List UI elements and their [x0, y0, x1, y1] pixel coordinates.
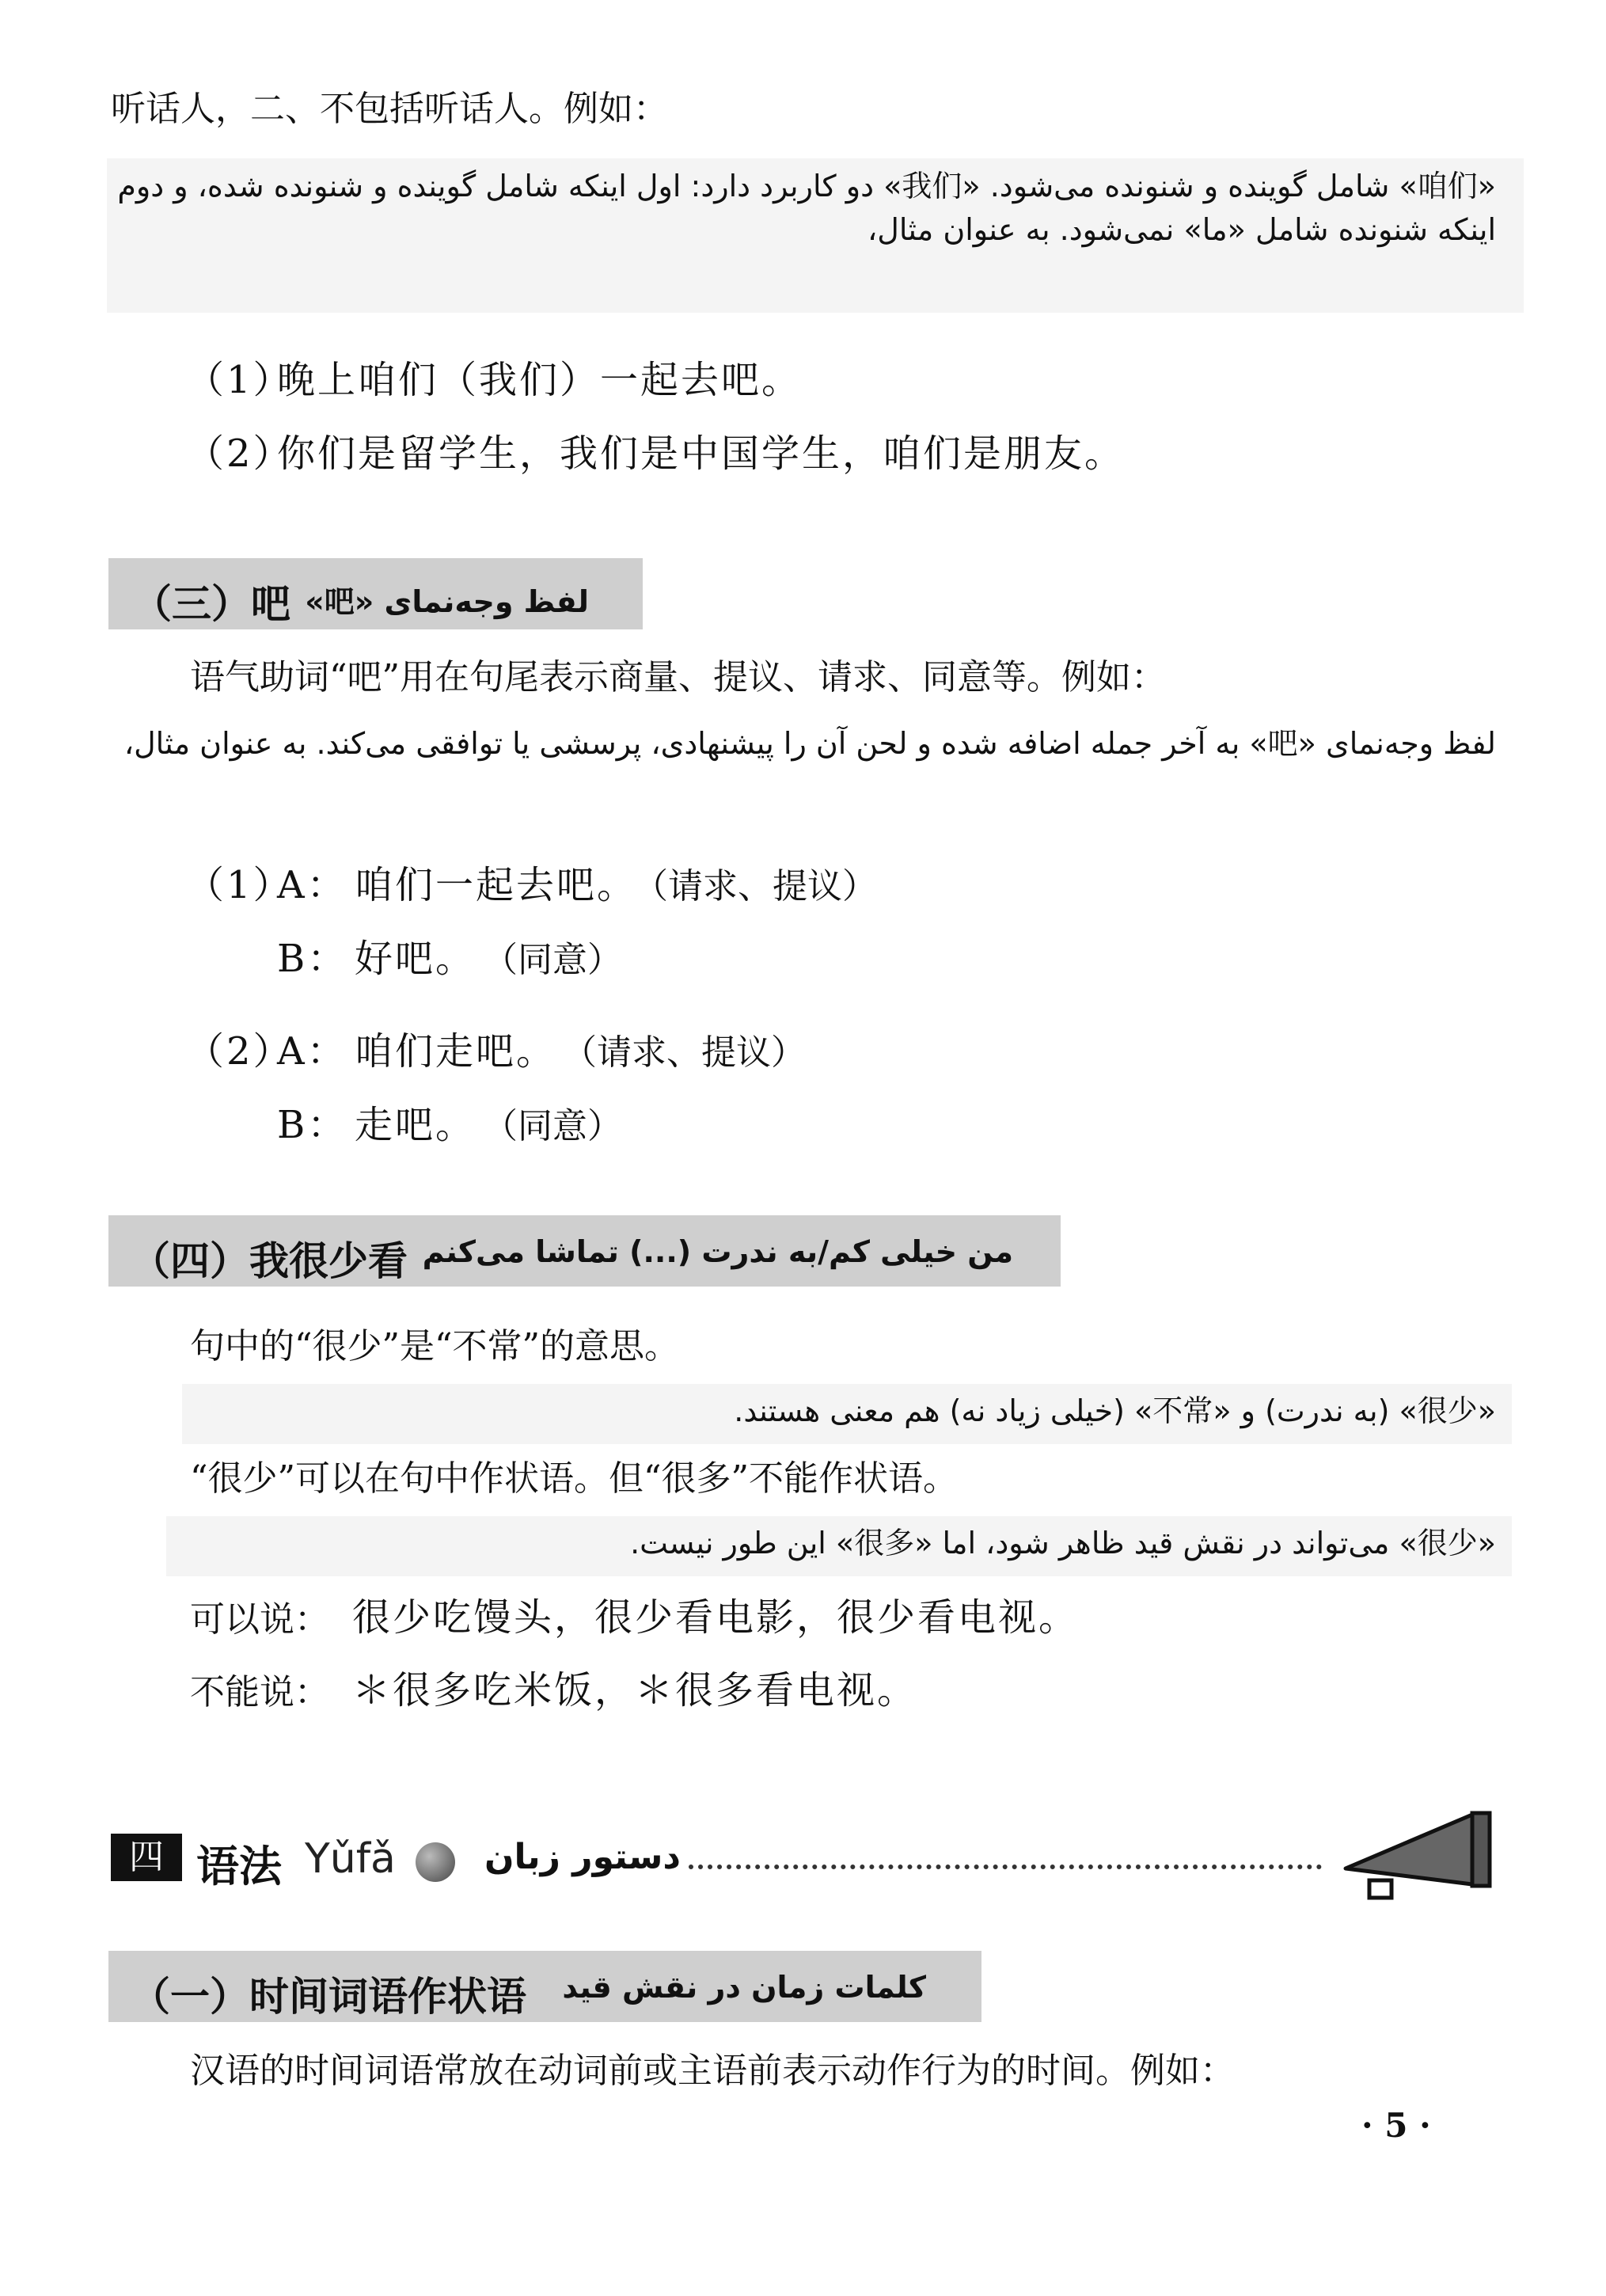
cannot-say-examples: ＊很多吃米饭，＊很多看电视。 — [352, 1668, 918, 1712]
section-3-title-zh: （三）吧 — [132, 580, 290, 627]
section-1-description: 汉语的时间词语常放在动词前或主语前表示动作行为的时间。例如： — [190, 2051, 1235, 2091]
dialog-a-text: 咱们走吧。 — [355, 1029, 557, 1074]
section-4-title-fa: من خیلی کم/به ندرت (...) تماشا می‌کنم — [422, 1234, 1013, 1269]
section-3-header — [108, 558, 643, 629]
section-3-description: 语气助词“吧”用在句尾表示商量、提议、请求、同意等。例如： — [190, 657, 1166, 698]
section-4-title-zh: （四）我很少看 — [131, 1237, 408, 1284]
dialog-number: （2） — [186, 1029, 294, 1074]
dialog-number: （1） — [186, 863, 294, 907]
section-4-line-1: 句中的“很少”是“不常”的意思。 — [190, 1326, 679, 1367]
section-3-title-fa: لفظ وجه‌نمای «吧» — [305, 584, 589, 619]
section-1-title-fa: کلمات زمان در نقش قید — [562, 1970, 926, 2005]
section-4-persian-1: «很少» (به ندرت) و «不常» (خیلی زیاد نه) هم معنی هستند. — [734, 1393, 1496, 1428]
dotted-leader — [689, 1865, 1322, 1869]
dialog-a-note: （请求、提议） — [562, 1032, 806, 1073]
dialog-a-note: （请求、提议） — [633, 866, 877, 907]
megaphone-icon — [1338, 1805, 1496, 1908]
section-4-line-2: “很少”可以在句中作状语。但“很多”不能作状语。 — [190, 1458, 958, 1499]
can-say-label: 可以说： — [190, 1599, 329, 1640]
grammar-badge — [111, 1834, 182, 1881]
grammar-badge-number: 四 — [129, 1837, 164, 1877]
section-4-header — [108, 1215, 1061, 1287]
section-1-title-zh: （一）时间词语作状语 — [131, 1973, 526, 2020]
dialog-b-text: 好吧。 — [355, 937, 476, 981]
dialog-a-text: 咱们一起去吧。 — [355, 863, 638, 907]
example-number: （1） — [186, 358, 294, 402]
dialog-b-label: B： — [277, 937, 348, 981]
example-sentence: 你们是留学生，我们是中国学生，咱们是朋友。 — [277, 431, 1126, 476]
can-say-examples: 很少吃馒头，很少看电影，很少看电视。 — [352, 1595, 1080, 1640]
dialog-b-label: B： — [277, 1103, 348, 1147]
example-sentence: 晚上咱们（我们）一起去吧。 — [277, 358, 803, 402]
section-3-persian-description: لفظ وجه‌نمای «吧» به آخر جمله اضافه شده و لحن آن را پیشنهادی، پرسشی یا توافقی می‌کند. به عنوان مثال، — [123, 726, 1496, 761]
dialog-b-text: 走吧。 — [355, 1103, 476, 1147]
section-4-persian-2: «很少» می‌تواند در نقش قید ظاهر شود، اما «很多» این طور نیست. — [630, 1526, 1496, 1560]
example-number: （2） — [186, 431, 294, 476]
cannot-say-label: 不能说： — [190, 1672, 329, 1712]
dialog-a-label: A： — [277, 863, 347, 907]
dialog-b-note: （同意） — [483, 1106, 622, 1146]
grammar-title-zh: 语法 — [196, 1841, 282, 1891]
page-number: · 5 · — [1361, 2106, 1431, 2145]
persian-translation-paragraph: «咱们» شامل گوینده و شنونده می‌شود. «我们» دو کاربرد دارد: اول اینکه شامل گوینده و شنونده شده، و دوم اینکه شنونده شامل «ما» نمی‌شود. به عنوان مثال، — [117, 169, 1496, 248]
intro-continuation-line: 听话人，二、不包括听话人。例如： — [111, 89, 668, 129]
dialog-a-label: A： — [277, 1029, 347, 1074]
dialog-b-note: （同意） — [483, 940, 622, 980]
grammar-pinyin: Yǔfǎ — [305, 1835, 396, 1883]
bullet-dot-icon — [416, 1842, 455, 1882]
section-1-header — [108, 1951, 981, 2022]
grammar-title-fa: دستور زبان — [484, 1837, 681, 1877]
